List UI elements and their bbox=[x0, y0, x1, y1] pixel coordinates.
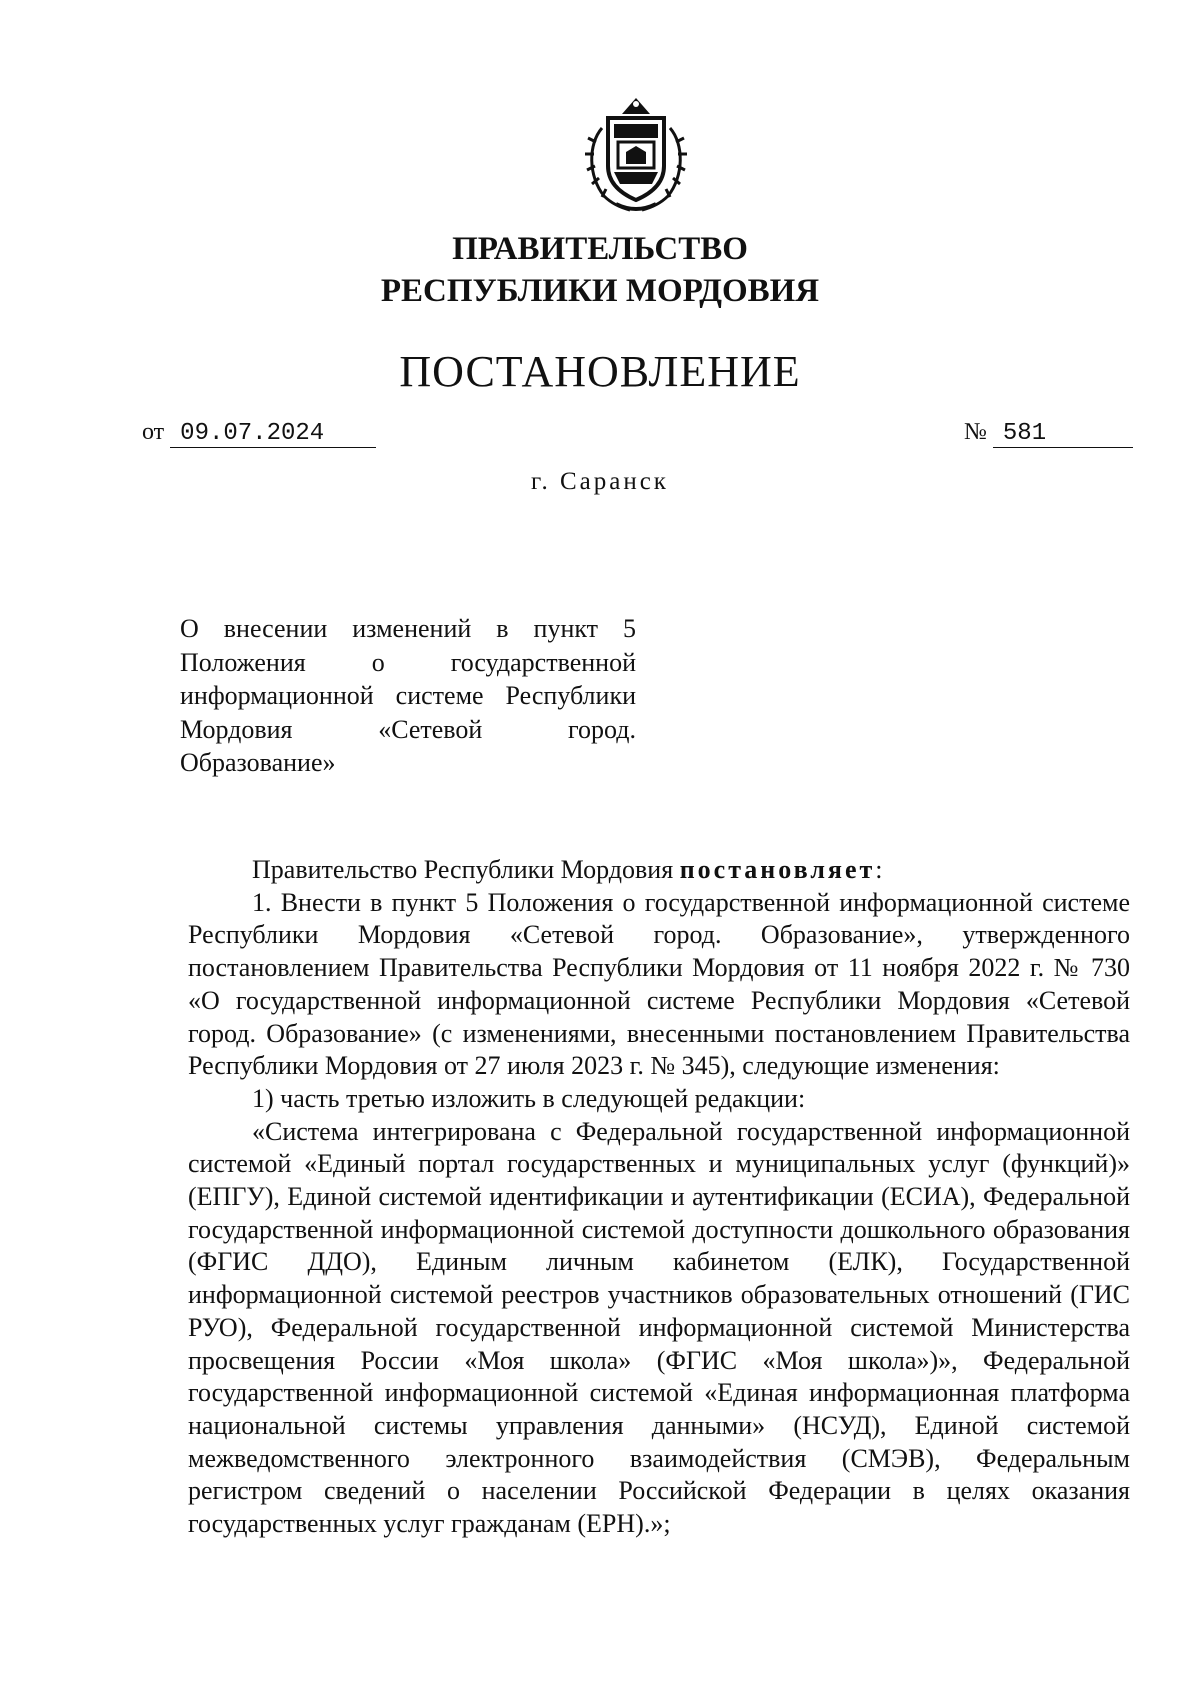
document-number: 581 bbox=[993, 421, 1133, 448]
number-prefix: № bbox=[964, 419, 987, 445]
date-line bbox=[142, 419, 376, 448]
lead-emphasis: постановляет bbox=[679, 855, 876, 884]
paragraph-1: 1. Внести в пункт 5 Положения о государственной информационной системе Республики Мордовия «Сетевой город. Образование», утвержденного постановлением Правительства Республики Мордовия от 11 ноября 2022 г. № 730 «О государственной информационной системе Республики Мордовия «Сетевой город. Образование» (с изменениями, внесенными постановлением Правительства Республики Мордовия от 27 июля 2023 г. № 345), следующие изменения: bbox=[188, 887, 1130, 1081]
org-line-2: РЕСПУБЛИКИ МОРДОВИЯ bbox=[380, 273, 820, 309]
document-subject: О внесении изменений в пункт 5 Положения о государственной информационной системе Республики Мордовия «Сетевой город. Образование» bbox=[180, 614, 636, 777]
city-label: г. Саранск bbox=[531, 468, 669, 495]
coat-of-arms-emblem bbox=[582, 92, 690, 218]
date-prefix: от bbox=[142, 419, 165, 445]
lead-text: Правительство Республики Мордовия bbox=[252, 855, 680, 884]
organization-title bbox=[0, 228, 1200, 312]
lead-paragraph bbox=[188, 854, 1130, 887]
number-line bbox=[964, 419, 1133, 448]
paragraph-3: «Система интегрирована с Федеральной государственной информационной системой «Единый портал государственных и муниципальных услуг (функций)» (ЕПГУ), Единой системой идентификации и аутентификации (ЕСИА), Федеральной государственной информационной системой доступности дошкольного образования (ФГИС ДДО), Единым личным кабинетом (ЕЛК), Государственной информационной системой реестров участников образовательных отношений (ГИС РУО), Федеральной государственной информационной системой Министерства просвещения России «Моя школа» (ФГИС «Моя школа»)», Федеральной государственной информационной системой «Единая информационная платформа национальной системы управления данными» (НСУД), Единой системой межведомственного электронного взаимодействия (СМЭВ), Федеральным регистром сведений о населении Российской Федерации в целях оказания государственных услуг гражданам (ЕРН).»; bbox=[188, 1116, 1130, 1539]
document-body bbox=[188, 854, 1130, 1541]
document-type-title: ПОСТАНОВЛЕНИЕ bbox=[399, 347, 801, 396]
lead-end: : bbox=[875, 855, 883, 884]
document-date: 09.07.2024 bbox=[170, 421, 376, 448]
org-line-1: ПРАВИТЕЛЬСТВО bbox=[452, 231, 748, 267]
paragraph-2: 1) часть третью изложить в следующей редакции: bbox=[252, 1083, 806, 1113]
